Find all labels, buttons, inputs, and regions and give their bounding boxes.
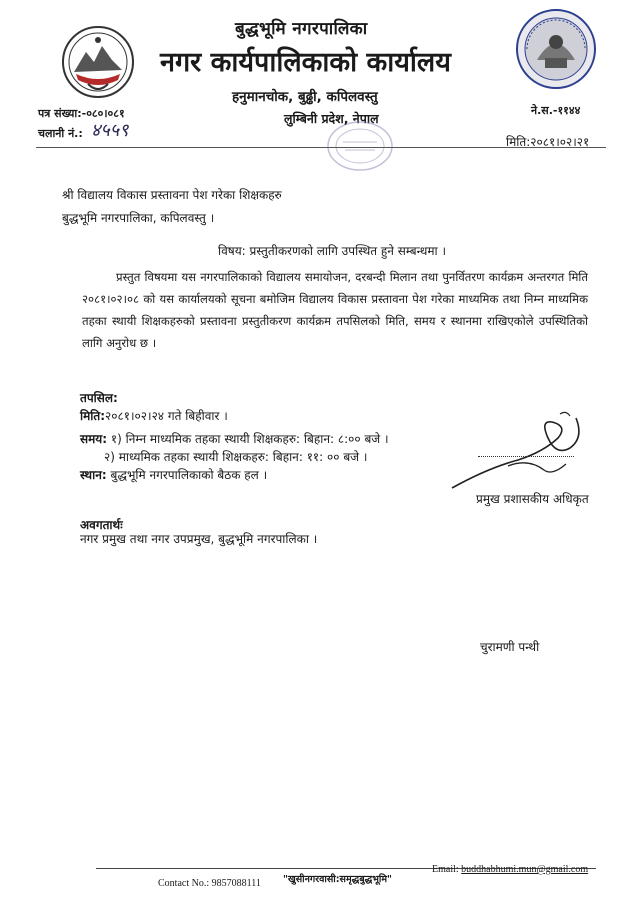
signatory-name: चुरामणी पन्थी (480, 640, 540, 654)
cc-heading: अवगतार्थः (80, 518, 123, 532)
schedule-date-value: २०८१।०२।२४ गते बिहीवार । (105, 409, 228, 423)
patra-sankhya: पत्र संख्या:-०८०।०८१ (38, 107, 125, 120)
office-stamp (325, 118, 395, 174)
cc-text: नगर प्रमुख तथा नगर उपप्रमुख, बुद्धभूमि नगरपालिका । (80, 532, 318, 546)
handwritten-signature (448, 408, 598, 493)
footer-email-label: Email: (432, 864, 459, 875)
footer-contact: Contact No.: 9857088111 (158, 878, 261, 889)
schedule-date (80, 407, 228, 424)
schedule-time-1 (80, 430, 389, 447)
letter-date: मिति:२०८१।०२।२१ (506, 135, 590, 149)
footer-slogan: "खुसीनगरवासी:समृद्धबुद्धभूमि" (283, 874, 393, 885)
letter-subject: विषय: प्रस्तुतीकरणको लागि उपस्थित हुने सम्बन्धमा । (218, 244, 446, 258)
office-address: हनुमानचोक, बुढ्ढी, कपिलवस्तु (232, 89, 378, 105)
schedule-date-label: मिति: (80, 409, 106, 423)
footer-email (432, 864, 588, 875)
municipality-name: बुद्धभूमि नगरपालिका (235, 19, 368, 39)
schedule-time-2: २) माध्यमिक तहका स्थायी शिक्षकहरु: बिहान: ११: ०० बजे । (104, 450, 368, 464)
signature-line (478, 456, 574, 457)
schedule-time-label: समय: (80, 432, 108, 446)
schedule-place-value: बुद्धभूमि नगरपालिकाको बैठक हल । (110, 468, 268, 482)
schedule-place-label: स्थान: (80, 468, 107, 482)
chalani-number-handwritten: ४५५९ (91, 120, 129, 141)
footer-email-address[interactable]: buddhabhumi.mun@gmail.com (461, 864, 589, 875)
municipality-seal-logo (515, 8, 597, 90)
recipient-line-2: बुद्धभूमि नगरपालिका, कपिलवस्तु । (62, 211, 215, 225)
nepal-emblem-logo (60, 24, 136, 100)
office-province: लुम्बिनी प्रदेश, नेपाल (284, 111, 379, 126)
schedule-place (80, 466, 267, 483)
signatory-role: प्रमुख प्रशासकीय अधिकृत (476, 492, 589, 506)
header-divider (36, 147, 606, 148)
chalani-label: चलानी नं.: (38, 127, 83, 140)
recipient-line-1: श्री विद्यालय विकास प्रस्तावना पेश गरेका शिक्षकहरु (62, 188, 282, 202)
office-title: नगर कार्यपालिकाको कार्यालय (160, 47, 451, 78)
schedule-time-1-value: १) निम्न माध्यमिक तहका स्थायी शिक्षकहरु: बिहान: ८:०० बजे । (110, 432, 389, 446)
nepal-sambat: ने.स.-११४४ (531, 104, 581, 117)
schedule-heading: तपसिल: (80, 391, 118, 405)
letter-body: प्रस्तुत विषयमा यस नगरपालिकाको विद्यालय समायोजन, दरबन्दी मिलान तथा पुनर्वितरण कार्यक्रम अन्तरगत मिति २०८१।०२।०८ को यस कार्यालयको सूचना बमोजिम विद्यालय विकास प्रस्तावना पेश गरेका माध्यमिक तथा निम्न माध्यमिक तहका स्थायी शिक्षकहरुको प्रस्तावना प्रस्तुतीकरण कार्यक्रम तपसिलको मिति, समय र स्थानमा राखिएकोले उपस्थितिको लागि अनुरोध छ । (82, 270, 588, 350)
